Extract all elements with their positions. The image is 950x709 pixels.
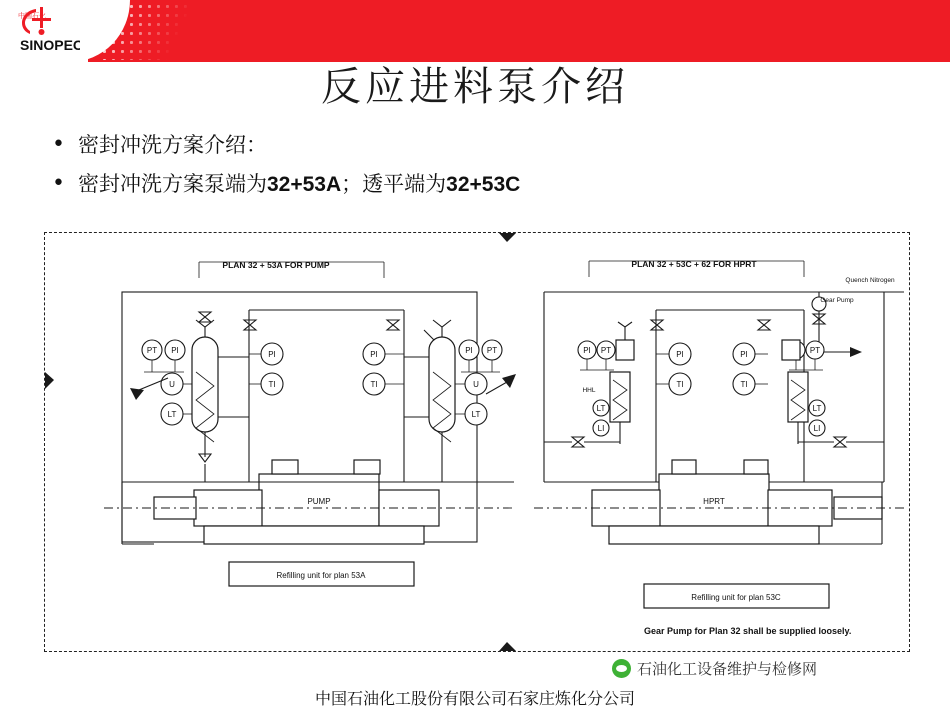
wechat-icon [612,659,631,678]
bullet-marker: • [52,171,65,197]
svg-text:PI: PI [583,346,591,355]
svg-text:PI: PI [465,346,473,355]
wechat-text: 石油化工设备维护与检修网 [637,660,818,678]
diagram-canvas [44,232,910,652]
list-item [52,133,912,158]
bullet-text-mid: ；透平端为 [341,172,447,197]
gear-pump-label: Gear Pump [820,297,854,304]
refill-right-label: Refilling unit for plan 53C [691,593,781,602]
svg-text:PI: PI [268,350,276,359]
left-plan-title: PLAN 32 + 53A FOR PUMP [222,260,330,270]
logo-cn-text: 中国石化 [18,13,46,20]
bullet-list [52,133,912,211]
logo-en-text: SINOPEC [20,37,80,53]
refill-left-label: Refilling unit for plan 53A [276,571,366,580]
halftone-pattern [100,2,204,60]
bullet-bold-1: 32+53A [267,173,342,197]
list-item [52,172,912,197]
svg-text:PI: PI [171,346,179,355]
pid-diagram [44,232,910,652]
svg-text:LT: LT [596,404,606,413]
svg-text:PT: PT [600,346,612,355]
svg-text:PI: PI [676,350,684,359]
svg-text:PT: PT [146,346,158,355]
svg-text:PI: PI [740,350,748,359]
bullet-text: 密封冲洗方案介绍： [78,133,267,157]
hprt-label: HPRT [703,497,725,506]
svg-text:LI: LI [597,424,605,433]
svg-text:U: U [169,380,175,389]
svg-text:PI: PI [370,350,378,359]
svg-text:HHL: HHL [582,387,596,394]
footer-company: 中国石油化工股份有限公司石家庄炼化分公司 [314,689,635,708]
pump-label: PUMP [307,497,331,506]
svg-text:LI: LI [813,424,821,433]
bullet-text-prefix: 密封冲洗方案泵端为 [78,172,267,197]
sinopec-logo [10,4,80,58]
svg-text:TI: TI [370,380,378,389]
svg-text:U: U [473,380,479,389]
wechat-credit [612,658,817,679]
svg-text:LT: LT [812,404,822,413]
svg-text:PT: PT [809,346,821,355]
svg-text:LT: LT [471,410,481,419]
page-title: 反应进料泵介绍 [321,64,629,110]
diagram-note: Gear Pump for Plan 32 shall be supplied loosely. [644,626,852,636]
svg-text:LT: LT [167,410,177,419]
svg-text:PT: PT [486,346,498,355]
bullet-bold-2: 32+53C [446,173,521,197]
bullet-text [78,172,520,197]
slide-header [0,0,950,62]
svg-text:TI: TI [740,380,748,389]
svg-text:TI: TI [676,380,684,389]
svg-text:TI: TI [268,380,276,389]
quench-nitrogen-label: Quench Nitrogen [845,277,895,284]
bullet-marker: • [52,132,65,157]
right-plan-title: PLAN 32 + 53C + 62 FOR HPRT [631,259,757,269]
